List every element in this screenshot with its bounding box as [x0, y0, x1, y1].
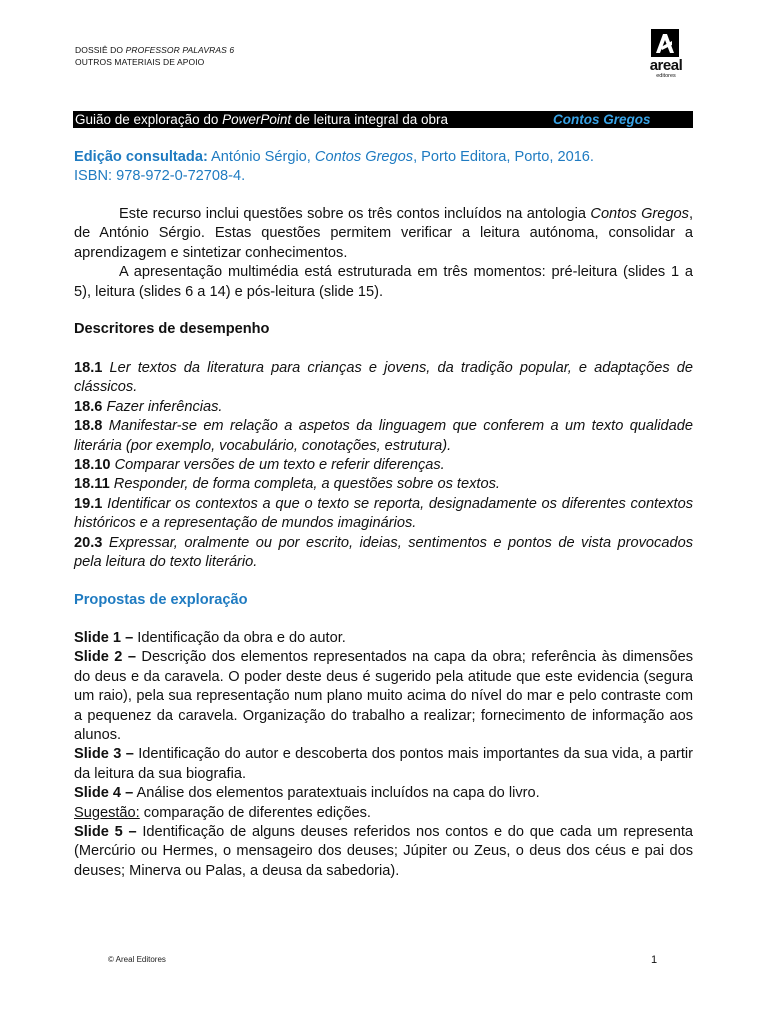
page-number: 1 [651, 954, 658, 966]
descriptor-item: 18.10 Comparar versões de um texto e referir diferenças. [74, 457, 445, 474]
slide-item: Slide 1 – Identificação da obra e do autor. [74, 630, 346, 646]
suggestion-line: Sugestão: comparação de diferentes edições. [74, 804, 371, 821]
banner-text: Guião de exploração do PowerPoint de leitura integral da obra [75, 112, 449, 127]
slide-item: Slide 5 – Identificação de alguns deuses referidos nos contos e do que cada um representa (Mercúrio ou Hermes, o mensageiro dos deuses; Júpiter ou Zeus, o deus dos céus e pai dos deuses; Minerva ou Palas, a deusa da sabedoria). [74, 824, 693, 879]
intro-section [74, 205, 693, 302]
descriptor-item: 18.6 Fazer inferências. [74, 398, 223, 415]
header-line-2: OUTROS MATERIAIS DE APOIO [75, 57, 205, 67]
areal-logo [640, 28, 692, 82]
document-header [75, 44, 234, 68]
descriptors-list [74, 359, 693, 572]
logo-subtitle: editores [656, 73, 676, 79]
edition-line: Edição consultada: António Sérgio, Contos Gregos, Porto Editora, Porto, 2016. [74, 149, 594, 165]
proposals-list [74, 629, 693, 881]
edition-info [74, 148, 693, 187]
descriptor-item: 18.8 Manifestar-se em relação a aspetos da linguagem que conferem a um texto qualidade literária (por exemplo, vocabulário, conotações, estrutura). [74, 418, 693, 454]
descriptor-item: 20.3 Expressar, oralmente ou por escrito, ideias, sentimentos e pontos de vista provocados pela leitura do texto literário. [74, 534, 693, 571]
descriptor-item: 19.1 Identificar os contextos a que o texto se reporta, designadamente os diferentes contextos históricos e a representação de mundos imaginários. [74, 495, 693, 532]
slide-item: Slide 2 – Descrição dos elementos representados na capa da obra; referência às dimensões do deus e da caravela. O poder deste deus é sugerido pela atitude que este evidencia (segura um raio), pela sua representação num plano muito acima do nível do mar e pelo contraste com a pequenez da caravela. Organização do trabalho a realizar; fornecimento de informação aos alunos. [74, 649, 693, 744]
descriptor-item: 18.1 Ler textos da literatura para crianças e jovens, da tradição popular, e adaptações de clássicos. [74, 360, 693, 396]
areal-logo-mark-icon [650, 28, 680, 58]
footer-copyright: © Areal Editores [108, 955, 166, 964]
slide-item: Slide 4 – Análise dos elementos paratextuais incluídos na capa do livro. [74, 785, 540, 802]
logo-wordmark: areal [649, 57, 683, 74]
intro-paragraph-1: Este recurso inclui questões sobre os três contos incluídos na antologia Contos Gregos, de António Sérgio. Estas questões permitem verificar a leitura autónoma, consolidar a aprendizagem e sintetizar conhecimentos. [74, 206, 693, 261]
header-line-1: DOSSIÊ DO PROFESSOR PALAVRAS 6 [75, 45, 235, 55]
descriptor-item: 18.11 Responder, de forma completa, a questões sobre os textos. [74, 476, 500, 493]
intro-paragraph-2: A apresentação multimédia está estruturada em três momentos: pré-leitura (slides 1 a 5), leitura (slides 6 a 14) e pós-leitura (slide 15). [74, 264, 693, 300]
proposals-heading: Propostas de exploração [74, 592, 248, 608]
title-banner [73, 111, 693, 128]
banner-book-title: Contos Gregos [553, 112, 651, 127]
descriptors-heading: Descritores de desempenho [74, 321, 270, 337]
isbn-line: ISBN: 978-972-0-72708-4. [74, 168, 246, 185]
slide-item: Slide 3 – Identificação do autor e descoberta dos pontos mais importantes da sua vida, a partir da leitura da sua biografia. [74, 746, 693, 782]
